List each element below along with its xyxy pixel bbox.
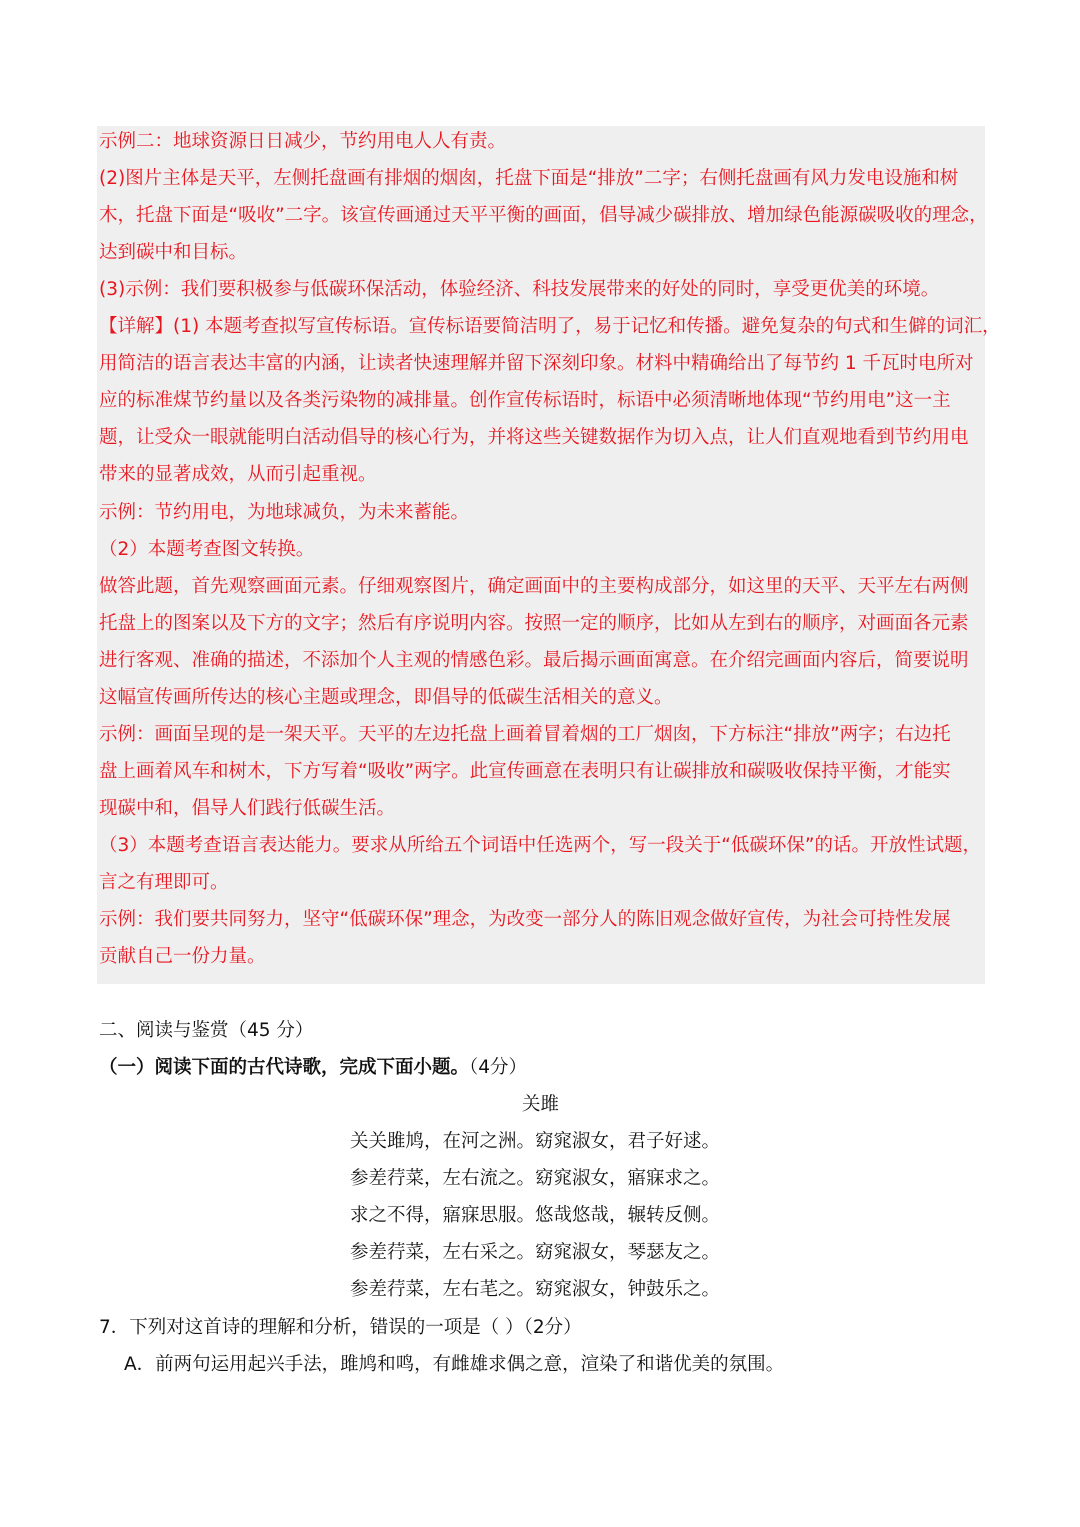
poem-line: 参差荇菜，左右流之。窈窕淑女，寤寐求之。 — [350, 1168, 721, 1189]
answer-line: 应的标准煤节约量以及各类污染物的减排量。创作宣传标语时，标语中必须清晰地体现“节约用电”这一主 — [99, 390, 951, 411]
subsection-heading — [99, 1055, 527, 1081]
question-option-a: A．前两句运用起兴手法，雎鸠和鸣，有雌雄求偶之意，渲染了和谐优美的氛围。 — [124, 1354, 785, 1375]
answer-line: 带来的显著成效，从而引起重视。 — [99, 464, 377, 485]
answer-line: 【详解】(1) 本题考查拟写宣传标语。宣传标语要简洁明了，易于记忆和传播。避免复杂的句式和生僻的词汇， — [99, 316, 1001, 337]
answer-line: （2）本题考查图文转换。 — [99, 539, 315, 560]
answer-line: 盘上画着风车和树木，下方写着“吸收”两字。此宣传画意在表明只有让碳排放和碳吸收保持平衡，才能实 — [99, 761, 951, 782]
answer-line: 示例：画面呈现的是一架天平。天平的左边托盘上画着冒着烟的工厂烟囱，下方标注“排放”两字；右边托 — [99, 724, 951, 745]
answer-line: 进行客观、准确的描述，不添加个人主观的情感色彩。最后揭示画面寓意。在介绍完画面内容后，简要说明 — [99, 650, 969, 671]
answer-line: 贡献自己一份力量。 — [99, 946, 266, 967]
poem-line: 关关雎鸠，在河之洲。窈窕淑女，君子好逑。 — [350, 1131, 721, 1152]
answer-line: 示例：我们要共同努力，坚守“低碳环保”理念，为改变一部分人的陈旧观念做好宣传，为社会可持性发展 — [99, 909, 951, 930]
answer-line: 木，托盘下面是“吸收”二字。该宣传画通过天平平衡的画面，倡导减少碳排放、增加绿色能源碳吸收的理念， — [99, 205, 988, 226]
question-stem: 7．下列对这首诗的理解和分析，错误的一项是（ ）（2分） — [99, 1317, 582, 1338]
subsection-score: （4分） — [469, 1057, 528, 1078]
answer-line: 做答此题，首先观察画面元素。仔细观察图片，确定画面中的主要构成部分，如这里的天平、天平左右两侧 — [99, 576, 969, 597]
answer-line: (3)示例：我们要积极参与低碳环保活动，体验经济、科技发展带来的好处的同时，享受更优美的环境。 — [99, 279, 940, 300]
answer-line: 用简洁的语言表达丰富的内涵，让读者快速理解并留下深刻印象。材料中精确给出了每节约 1 千瓦时电所对 — [99, 353, 974, 374]
answer-line: 言之有理即可。 — [99, 872, 229, 893]
answer-line: （3）本题考查语言表达能力。要求从所给五个词语中任选两个，写一段关于“低碳环保”的话。开放性试题， — [99, 835, 981, 856]
answer-line: 示例：节约用电，为地球减负，为未来蓄能。 — [99, 502, 470, 523]
answer-line: 题，让受众一眼就能明白活动倡导的核心行为，并将这些关键数据作为切入点，让人们直观地看到节约用电 — [99, 427, 969, 448]
answer-line: 示例二：地球资源日日减少，节约用电人人有责。 — [99, 131, 507, 152]
answer-line: 达到碳中和目标。 — [99, 242, 248, 263]
subsection-title: （一）阅读下面的古代诗歌，完成下面小题。 — [99, 1057, 470, 1078]
answer-line: 这幅宣传画所传达的核心主题或理念，即倡导的低碳生活相关的意义。 — [99, 687, 673, 708]
poem-line: 求之不得，寤寐思服。悠哉悠哉，辗转反侧。 — [350, 1205, 721, 1226]
poem-title: 关雎 — [522, 1094, 560, 1115]
answer-line: (2)图片主体是天平，左侧托盘画有排烟的烟囱，托盘下面是“排放”二字；右侧托盘画有风力发电设施和树 — [99, 168, 959, 189]
answer-line: 现碳中和，倡导人们践行低碳生活。 — [99, 798, 396, 819]
poem-line: 参差荇菜，左右采之。窈窕淑女，琴瑟友之。 — [350, 1242, 721, 1263]
poem-line: 参差荇菜，左右芼之。窈窕淑女，钟鼓乐之。 — [350, 1279, 721, 1300]
section-heading: 二、阅读与鉴赏（45 分） — [99, 1020, 314, 1041]
answer-line: 托盘上的图案以及下方的文字；然后有序说明内容。按照一定的顺序，比如从左到右的顺序，对画面各元素 — [99, 613, 969, 634]
